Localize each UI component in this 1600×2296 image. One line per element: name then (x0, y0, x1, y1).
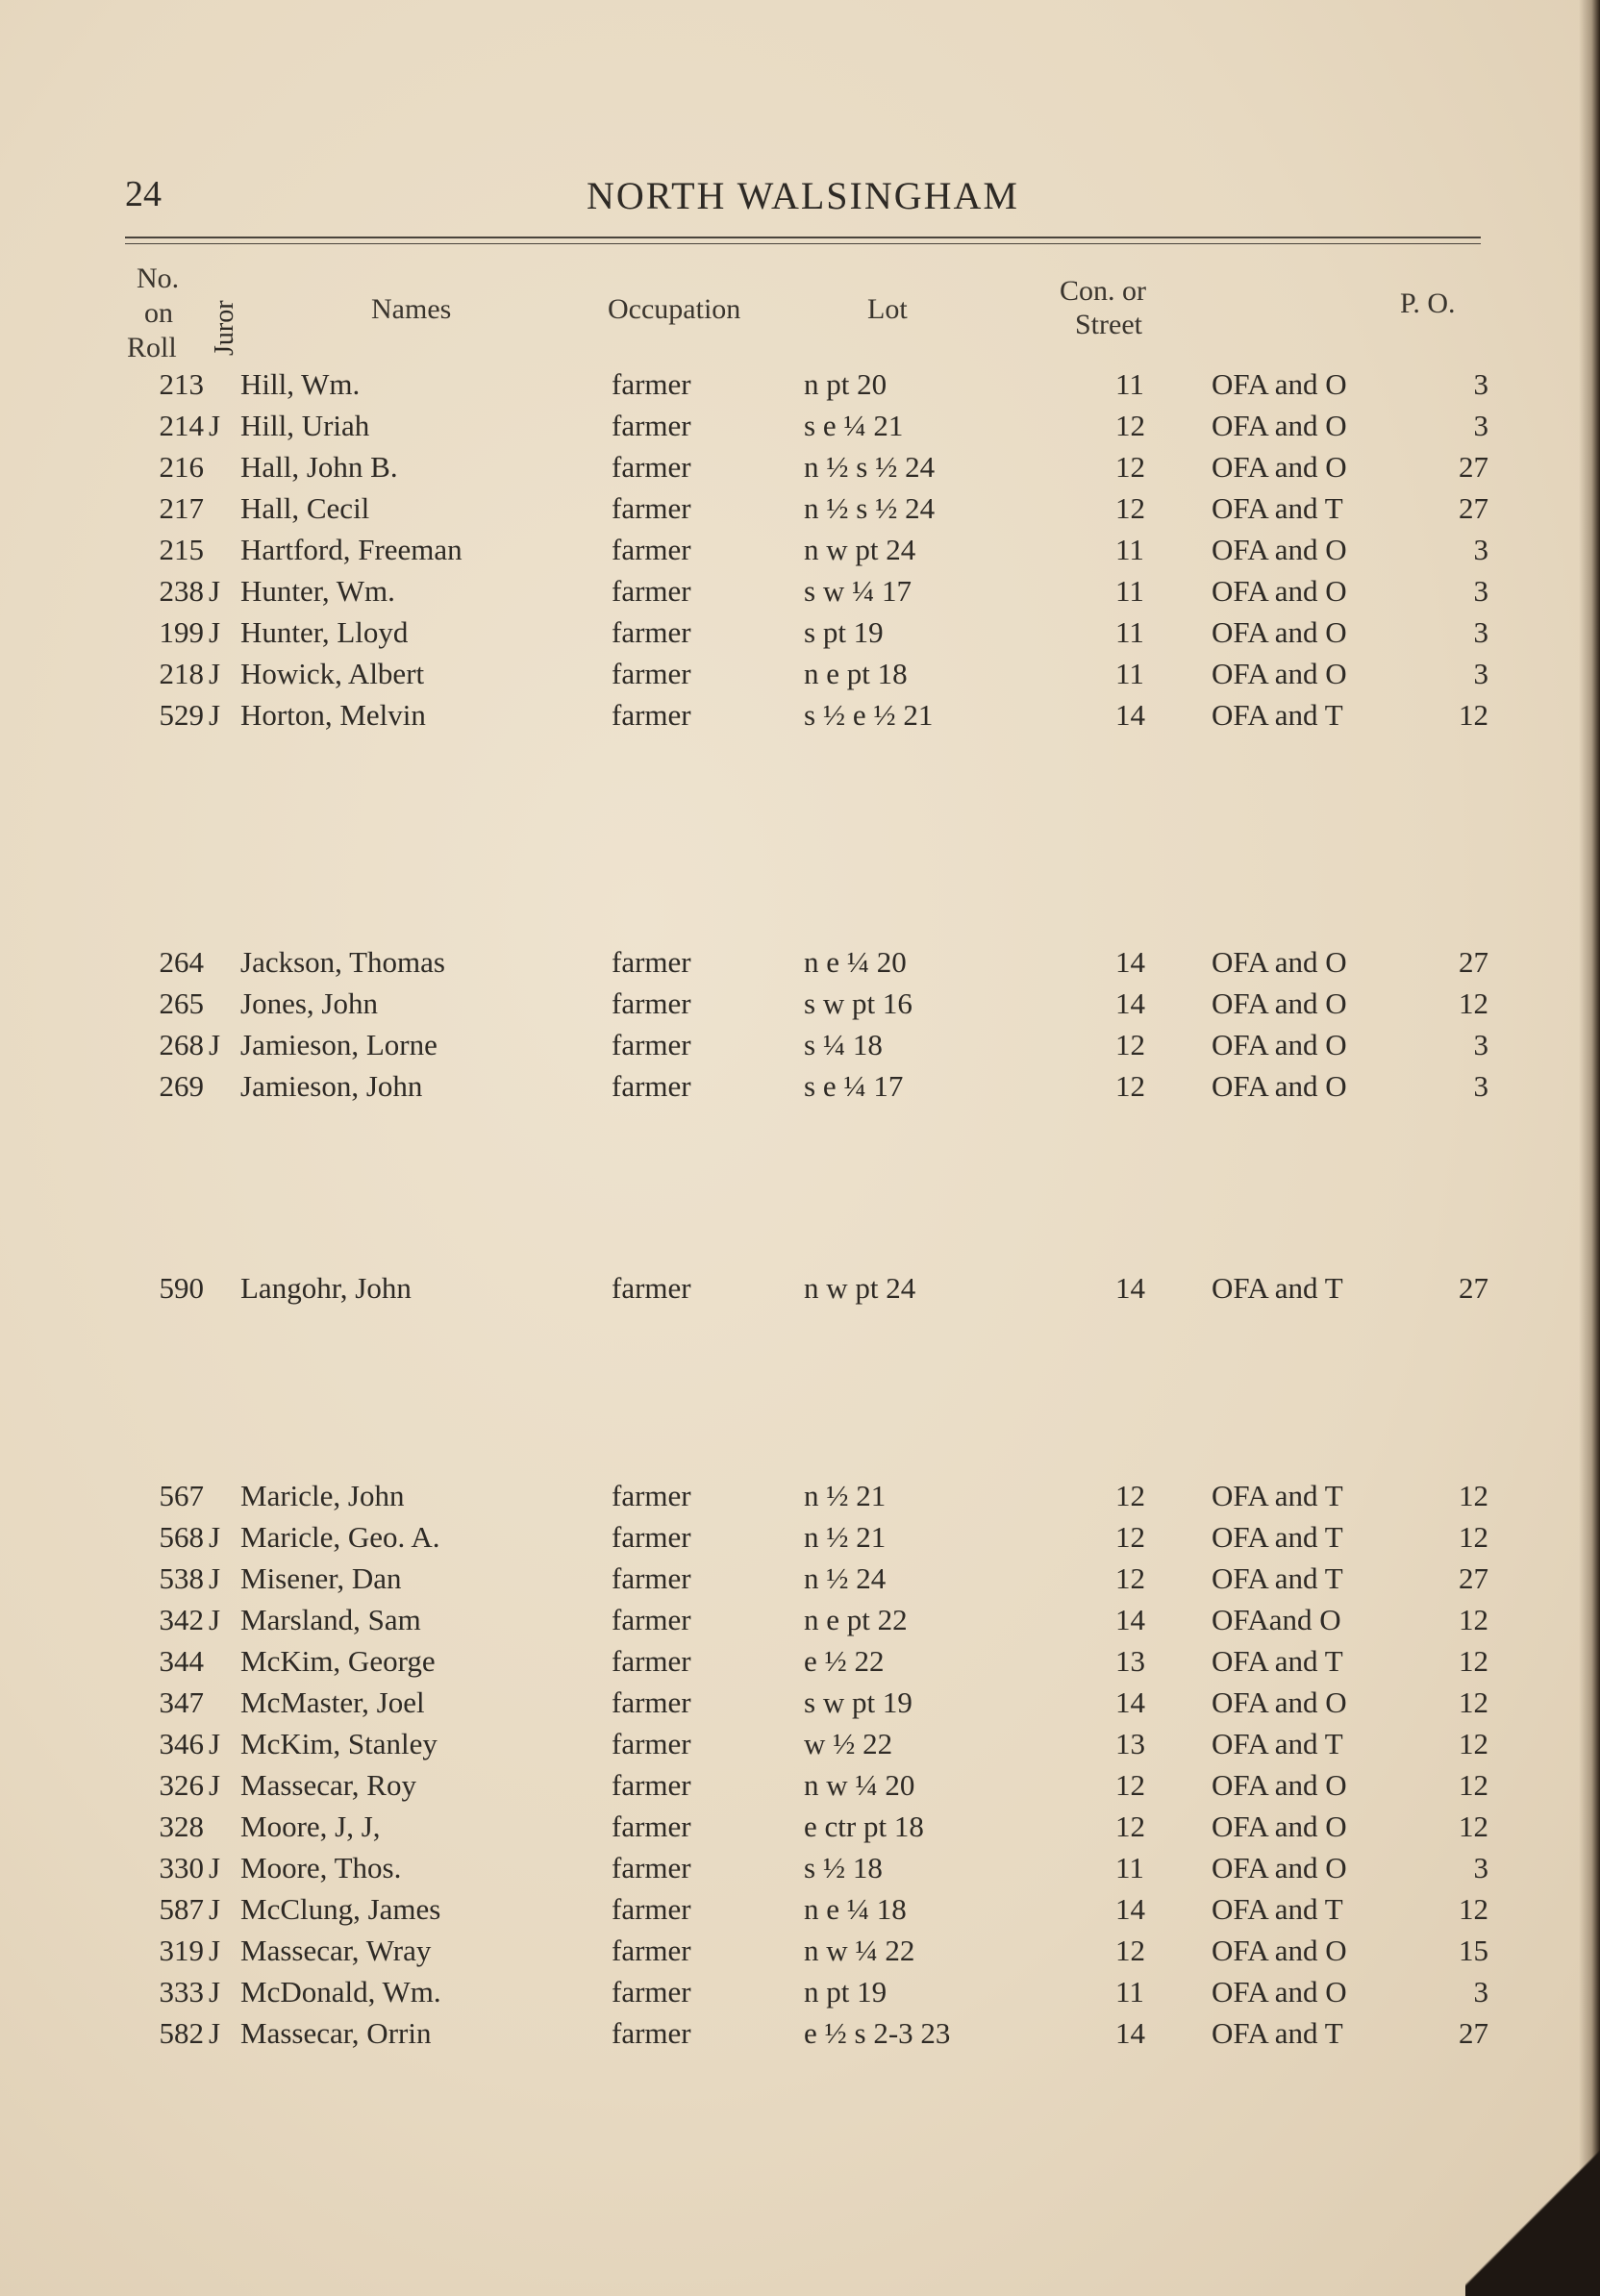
lot: n pt 19 (804, 1975, 888, 2009)
roll-number: 268 (159, 1028, 204, 1061)
concession: 11 (1115, 1975, 1144, 2009)
ofa-code: OFA and O (1212, 1768, 1347, 1802)
roll-number: 217 (159, 491, 204, 525)
table-row (0, 491, 1600, 530)
col-names: Names (371, 293, 452, 325)
table-row (0, 367, 1600, 406)
concession: 12 (1115, 1520, 1145, 1554)
roll-number: 215 (159, 533, 204, 566)
table-row (0, 986, 1600, 1025)
juror-mark: J (208, 1561, 221, 1595)
post-office: 27 (1459, 2016, 1488, 2050)
concession: 12 (1115, 450, 1145, 484)
post-office: 12 (1459, 1644, 1488, 1678)
person-name: McKim, George (240, 1644, 436, 1678)
lot: s e ¼ 17 (804, 1069, 904, 1103)
table-row (0, 1809, 1600, 1848)
lot: w ½ 22 (804, 1727, 893, 1760)
occupation: farmer (612, 1851, 691, 1884)
lot: s ½ e ½ 21 (804, 698, 934, 732)
post-office: 3 (1473, 1851, 1488, 1884)
table-row (0, 1975, 1600, 2013)
post-office: 3 (1473, 367, 1488, 401)
person-name: Jones, John (240, 986, 378, 1020)
table-row (0, 1603, 1600, 1641)
post-office: 3 (1473, 657, 1488, 690)
person-name: McClung, James (240, 1892, 441, 1926)
concession: 14 (1115, 698, 1145, 732)
roll-number: 269 (159, 1069, 204, 1103)
juror-mark: J (208, 1934, 221, 1967)
ofa-code: OFA and T (1212, 2016, 1343, 2050)
roll-number: 344 (159, 1644, 204, 1678)
ofa-code: OFA and T (1212, 1520, 1343, 1554)
occupation: farmer (612, 491, 691, 525)
roll-number: 590 (159, 1271, 204, 1305)
occupation: farmer (612, 1975, 691, 2009)
roll-number: 326 (159, 1768, 204, 1802)
roll-number: 529 (159, 698, 204, 732)
concession: 12 (1115, 1069, 1145, 1103)
roll-number: 342 (159, 1603, 204, 1636)
table-row (0, 1768, 1600, 1807)
juror-mark: J (208, 1892, 221, 1926)
page-title: NORTH WALSINGHAM (587, 174, 1019, 217)
occupation: farmer (612, 574, 691, 608)
lot: n e ¼ 18 (804, 1892, 907, 1926)
post-office: 3 (1473, 409, 1488, 442)
table-row (0, 533, 1600, 571)
juror-mark: J (208, 1727, 221, 1760)
ofa-code: OFA and O (1212, 1934, 1347, 1967)
juror-mark: J (208, 2016, 221, 2050)
roll-number: 346 (159, 1727, 204, 1760)
lot: s w pt 19 (804, 1685, 912, 1719)
occupation: farmer (612, 986, 691, 1020)
ofa-code: OFA and T (1212, 1479, 1343, 1512)
person-name: Hall, Cecil (240, 491, 370, 525)
table-row (0, 657, 1600, 695)
post-office: 12 (1459, 1768, 1488, 1802)
occupation: farmer (612, 1028, 691, 1061)
concession: 14 (1115, 2016, 1145, 2050)
ofa-code: OFA and O (1212, 1069, 1347, 1103)
juror-mark: J (208, 657, 221, 690)
post-office: 3 (1473, 533, 1488, 566)
post-office: 27 (1459, 1561, 1488, 1595)
juror-mark: J (208, 1768, 221, 1802)
ofa-code: OFA and T (1212, 1892, 1343, 1926)
juror-mark: J (208, 1851, 221, 1884)
occupation: farmer (612, 1479, 691, 1512)
ofa-code: OFA and O (1212, 533, 1347, 566)
post-office: 12 (1459, 698, 1488, 732)
concession: 12 (1115, 1028, 1145, 1061)
occupation: farmer (612, 1727, 691, 1760)
roll-number: 199 (159, 615, 204, 649)
person-name: Hill, Wm. (240, 367, 361, 401)
lot: n ½ 24 (804, 1561, 887, 1595)
lot: n e ¼ 20 (804, 945, 907, 979)
lot: s w pt 16 (804, 986, 912, 1020)
post-office: 15 (1459, 1934, 1488, 1967)
roll-number: 567 (159, 1479, 204, 1512)
ofa-code: OFA and O (1212, 1851, 1347, 1884)
ofa-code: OFA and T (1212, 1561, 1343, 1595)
concession: 12 (1115, 1561, 1145, 1595)
roll-number: 330 (159, 1851, 204, 1884)
juror-mark: J (208, 615, 221, 649)
roll-number: 328 (159, 1809, 204, 1843)
person-name: Jackson, Thomas (240, 945, 445, 979)
table-row (0, 1934, 1600, 1972)
person-name: McKim, Stanley (240, 1727, 438, 1760)
col-roll-line1: No. (137, 262, 180, 294)
lot: n ½ 21 (804, 1520, 887, 1554)
concession: 14 (1115, 1892, 1145, 1926)
roll-number: 213 (159, 367, 204, 401)
person-name: Moore, Thos. (240, 1851, 402, 1884)
occupation: farmer (612, 945, 691, 979)
person-name: Massecar, Orrin (240, 2016, 432, 2050)
lot: s ½ 18 (804, 1851, 883, 1884)
concession: 12 (1115, 409, 1145, 442)
person-name: Hall, John B. (240, 450, 398, 484)
table-row (0, 1892, 1600, 1931)
occupation: farmer (612, 1809, 691, 1843)
col-occupation: Occupation (608, 293, 741, 325)
person-name: Jamieson, Lorne (240, 1028, 438, 1061)
table-row (0, 1851, 1600, 1889)
person-name: Hartford, Freeman (240, 533, 462, 566)
juror-mark: J (208, 1520, 221, 1554)
person-name: Howick, Albert (240, 657, 425, 690)
concession: 14 (1115, 1685, 1145, 1719)
post-office: 3 (1473, 1975, 1488, 2009)
occupation: farmer (612, 657, 691, 690)
roll-number: 265 (159, 986, 204, 1020)
header-rule (125, 237, 1481, 238)
roll-number: 264 (159, 945, 204, 979)
concession: 12 (1115, 1809, 1145, 1843)
juror-mark: J (208, 1975, 221, 2009)
person-name: Jamieson, John (240, 1069, 423, 1103)
table-row (0, 1685, 1600, 1724)
concession: 11 (1115, 574, 1144, 608)
occupation: farmer (612, 1069, 691, 1103)
occupation: farmer (612, 367, 691, 401)
ofa-code: OFA and T (1212, 1271, 1343, 1305)
juror-mark: J (208, 409, 221, 442)
post-office: 3 (1473, 1069, 1488, 1103)
lot: s w ¼ 17 (804, 574, 912, 608)
occupation: farmer (612, 1271, 691, 1305)
table-row (0, 1561, 1600, 1600)
occupation: farmer (612, 1520, 691, 1554)
person-name: Maricle, Geo. A. (240, 1520, 440, 1554)
lot: n w pt 24 (804, 533, 916, 566)
ofa-code: OFA and O (1212, 409, 1347, 442)
juror-mark: J (208, 574, 221, 608)
concession: 12 (1115, 491, 1145, 525)
table-row (0, 574, 1600, 612)
ofa-code: OFA and T (1212, 491, 1343, 525)
ofa-code: OFA and T (1212, 1727, 1343, 1760)
lot: n w pt 24 (804, 1271, 916, 1305)
ofa-code: OFAand O (1212, 1603, 1341, 1636)
concession: 11 (1115, 1851, 1144, 1884)
roll-number: 218 (159, 657, 204, 690)
lot: s e ¼ 21 (804, 409, 904, 442)
concession: 14 (1115, 945, 1145, 979)
person-name: Moore, J, J, (240, 1809, 381, 1843)
table-row (0, 1479, 1600, 1517)
post-office: 12 (1459, 1892, 1488, 1926)
col-con-line1: Con. or (1060, 275, 1146, 307)
lot: n w ¼ 20 (804, 1768, 915, 1802)
person-name: Hill, Uriah (240, 409, 370, 442)
ofa-code: OFA and O (1212, 1975, 1347, 2009)
concession: 12 (1115, 1479, 1145, 1512)
person-name: McDonald, Wm. (240, 1975, 441, 2009)
post-office: 3 (1473, 615, 1488, 649)
concession: 11 (1115, 367, 1144, 401)
col-po: P. O. (1400, 287, 1456, 319)
lot: n ½ s ½ 24 (804, 491, 936, 525)
table-row (0, 450, 1600, 488)
ofa-code: OFA and O (1212, 615, 1347, 649)
occupation: farmer (612, 450, 691, 484)
person-name: Marsland, Sam (240, 1603, 421, 1636)
roll-number: 587 (159, 1892, 204, 1926)
post-office: 12 (1459, 1685, 1488, 1719)
concession: 12 (1115, 1934, 1145, 1967)
lot: n w ¼ 22 (804, 1934, 915, 1967)
juror-mark: J (208, 1028, 221, 1061)
post-office: 12 (1459, 1520, 1488, 1554)
post-office: 27 (1459, 1271, 1488, 1305)
occupation: farmer (612, 1934, 691, 1967)
lot: e ctr pt 18 (804, 1809, 924, 1843)
table-row (0, 1028, 1600, 1066)
lot: e ½ s 2-3 23 (804, 2016, 951, 2050)
ofa-code: OFA and O (1212, 657, 1347, 690)
post-office: 12 (1459, 1727, 1488, 1760)
concession: 11 (1115, 533, 1144, 566)
juror-mark: J (208, 698, 221, 732)
table-row (0, 1069, 1600, 1108)
roll-number: 538 (159, 1561, 204, 1595)
col-lot: Lot (867, 293, 908, 325)
table-row (0, 1644, 1600, 1683)
ofa-code: OFA and O (1212, 1685, 1347, 1719)
occupation: farmer (612, 1768, 691, 1802)
occupation: farmer (612, 1603, 691, 1636)
person-name: Hunter, Lloyd (240, 615, 409, 649)
occupation: farmer (612, 615, 691, 649)
roll-number: 319 (159, 1934, 204, 1967)
post-office: 27 (1459, 491, 1488, 525)
header-rule-thin (125, 243, 1481, 244)
lot: n e pt 22 (804, 1603, 908, 1636)
ofa-code: OFA and O (1212, 1809, 1347, 1843)
person-name: Massecar, Wray (240, 1934, 432, 1967)
roll-number: 333 (159, 1975, 204, 2009)
page-header (125, 173, 1481, 221)
table-row (0, 1520, 1600, 1559)
post-office: 3 (1473, 574, 1488, 608)
table-row (0, 1271, 1600, 1310)
occupation: farmer (612, 1685, 691, 1719)
concession: 14 (1115, 1603, 1145, 1636)
post-office: 3 (1473, 1028, 1488, 1061)
ofa-code: OFA and O (1212, 367, 1347, 401)
person-name: Langohr, John (240, 1271, 412, 1305)
person-name: Horton, Melvin (240, 698, 426, 732)
post-office: 12 (1459, 1809, 1488, 1843)
table-row (0, 409, 1600, 447)
occupation: farmer (612, 1892, 691, 1926)
table-row (0, 2016, 1600, 2055)
post-office: 12 (1459, 1479, 1488, 1512)
lot: n e pt 18 (804, 657, 908, 690)
roll-number: 238 (159, 574, 204, 608)
concession: 13 (1115, 1727, 1145, 1760)
person-name: Hunter, Wm. (240, 574, 395, 608)
occupation: farmer (612, 698, 691, 732)
ofa-code: OFA and T (1212, 1644, 1343, 1678)
juror-mark: J (208, 1603, 221, 1636)
lot: n ½ 21 (804, 1479, 887, 1512)
roll-number: 347 (159, 1685, 204, 1719)
occupation: farmer (612, 409, 691, 442)
occupation: farmer (612, 1644, 691, 1678)
table-row (0, 945, 1600, 984)
occupation: farmer (612, 533, 691, 566)
occupation: farmer (612, 2016, 691, 2050)
ofa-code: OFA and T (1212, 698, 1343, 732)
col-con-line2: Street (1075, 309, 1142, 340)
concession: 14 (1115, 986, 1145, 1020)
concession: 12 (1115, 1768, 1145, 1802)
post-office: 27 (1459, 945, 1488, 979)
concession: 11 (1115, 657, 1144, 690)
lot: s pt 19 (804, 615, 884, 649)
roll-number: 582 (159, 2016, 204, 2050)
person-name: Massecar, Roy (240, 1768, 416, 1802)
roll-number: 568 (159, 1520, 204, 1554)
person-name: Maricle, John (240, 1479, 405, 1512)
person-name: McMaster, Joel (240, 1685, 425, 1719)
concession: 14 (1115, 1271, 1145, 1305)
col-roll-line3: Roll (127, 332, 177, 363)
table-row (0, 1727, 1600, 1765)
lot: s ¼ 18 (804, 1028, 883, 1061)
page-number: 24 (125, 174, 162, 214)
ofa-code: OFA and O (1212, 986, 1347, 1020)
ofa-code: OFA and O (1212, 450, 1347, 484)
lot: n pt 20 (804, 367, 888, 401)
ofa-code: OFA and O (1212, 945, 1347, 979)
col-roll-line2: on (144, 297, 173, 329)
ofa-code: OFA and O (1212, 1028, 1347, 1061)
occupation: farmer (612, 1561, 691, 1595)
lot: e ½ 22 (804, 1644, 885, 1678)
page-corner-shadow (1465, 2104, 1600, 2296)
post-office: 12 (1459, 986, 1488, 1020)
ofa-code: OFA and O (1212, 574, 1347, 608)
col-juror: Juror (210, 300, 239, 356)
lot: n ½ s ½ 24 (804, 450, 936, 484)
table-row (0, 615, 1600, 654)
concession: 11 (1115, 615, 1144, 649)
post-office: 27 (1459, 450, 1488, 484)
table-row (0, 698, 1600, 736)
concession: 13 (1115, 1644, 1145, 1678)
roll-number: 216 (159, 450, 204, 484)
person-name: Misener, Dan (240, 1561, 402, 1595)
post-office: 12 (1459, 1603, 1488, 1636)
roll-number: 214 (159, 409, 204, 442)
